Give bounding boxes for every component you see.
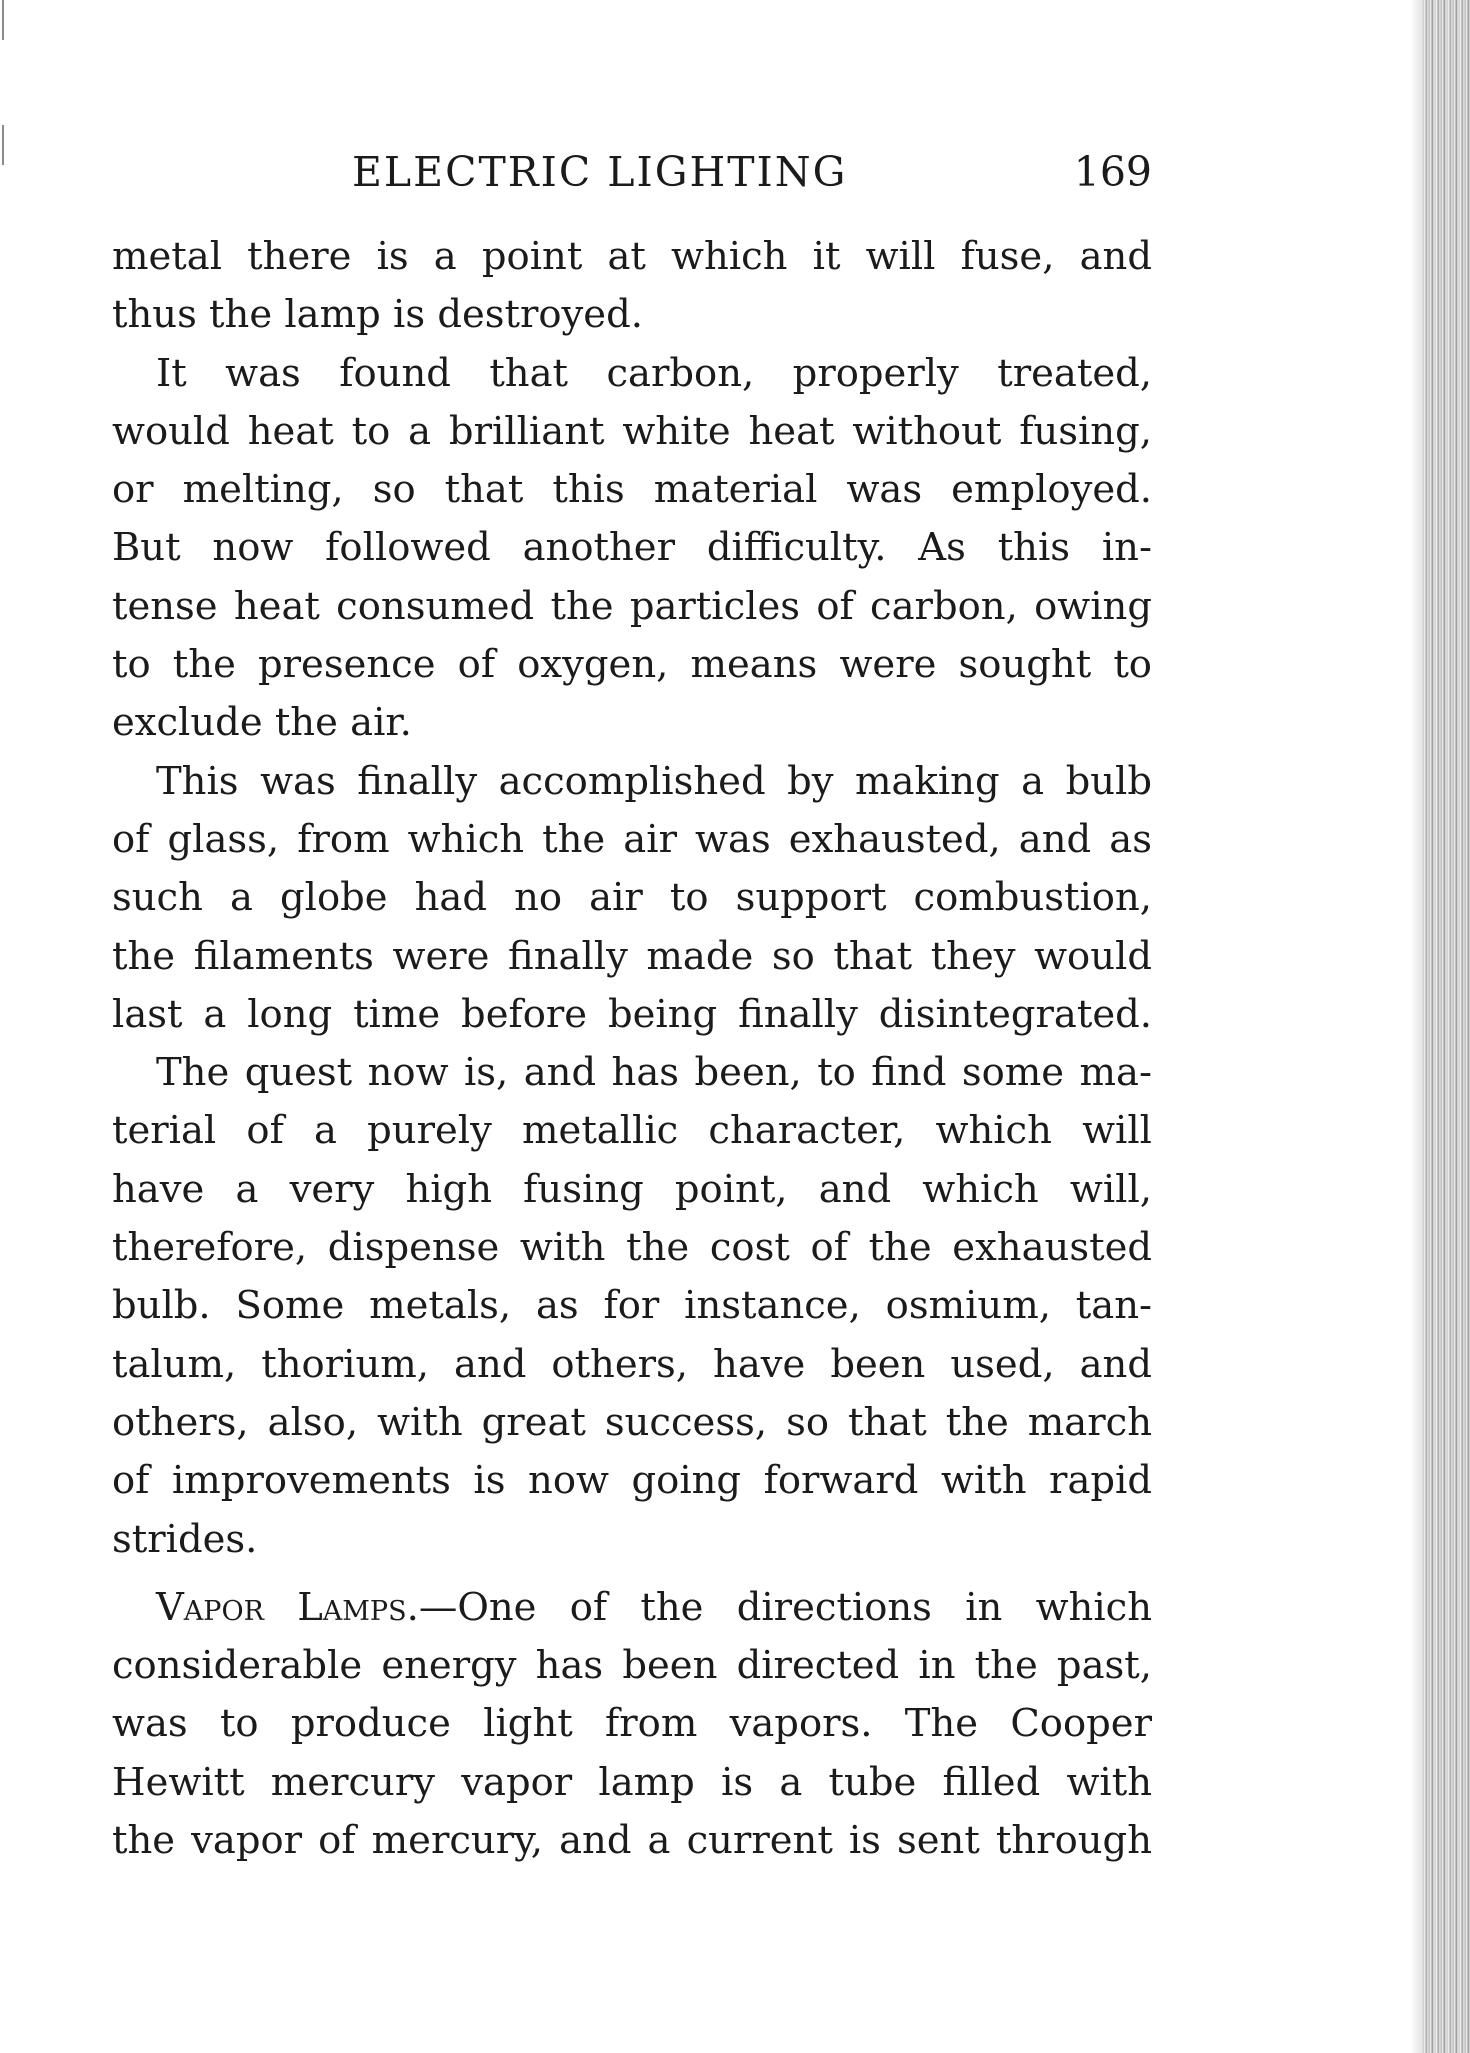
running-title: ELECTRIC LIGHTING	[352, 148, 848, 196]
body-text	[112, 228, 1152, 1870]
text-line: have a very high fusing point, and which will,	[112, 1166, 1152, 1212]
text-line: others, also, with great success, so that the march	[112, 1399, 1152, 1445]
page-header	[112, 148, 1152, 208]
text-line: talum, thorium, and others, have been used, and	[112, 1341, 1152, 1387]
scan-edge-mark	[2, 0, 4, 40]
scan-edge-mark	[2, 125, 4, 165]
text-line: the filaments were finally made so that they would	[112, 933, 1152, 979]
text-line: considerable energy has been directed in the past,	[112, 1643, 1152, 1689]
text-line: exclude the air.	[112, 700, 412, 746]
binding-shadow	[1410, 0, 1422, 2053]
text-line: of improvements is now going forward with rapid	[112, 1458, 1152, 1504]
text-line: therefore, dispense with the cost of the exhausted	[112, 1225, 1152, 1271]
page-number: 169	[1073, 148, 1152, 196]
section-heading: Vapor Lamps.	[156, 1584, 419, 1630]
text-line: metal there is a point at which it will fuse, and	[112, 234, 1152, 279]
text-line: the vapor of mercury, and a current is sent through	[112, 1818, 1152, 1864]
text-line: or melting, so that this material was employed.	[112, 467, 1152, 513]
text-line: tense heat consumed the particles of carbon, owing	[112, 583, 1152, 629]
text-line: terial of a purely metallic character, which will	[112, 1108, 1152, 1154]
text-line: The quest now is, and has been, to find some ma-	[156, 1050, 1152, 1096]
text-line: strides.	[112, 1516, 258, 1562]
text-line: of glass, from which the air was exhausted, and as	[112, 816, 1152, 862]
text-line: Hewitt mercury vapor lamp is a tube filled with	[112, 1759, 1152, 1805]
section-first-line-text: —One of the directions in which	[418, 1584, 1152, 1630]
text-line: last a long time before being finally disintegrated.	[112, 991, 1152, 1037]
text-line: was to produce light from vapors. The Cooper	[112, 1701, 1152, 1747]
text-line: It was found that carbon, properly treated,	[156, 350, 1152, 396]
text-line: bulb. Some metals, as for instance, osmium, tan-	[112, 1283, 1152, 1329]
text-line: would heat to a brilliant white heat without fusing,	[112, 408, 1152, 454]
binding-gutter	[1422, 0, 1470, 2053]
text-line: to the presence of oxygen, means were sought to	[112, 642, 1152, 688]
text-line: This was finally accomplished by making a bulb	[156, 758, 1152, 804]
text-line: thus the lamp is destroyed.	[112, 292, 643, 338]
text-line: But now followed another difficulty. As this in-	[112, 525, 1152, 571]
section-first-line	[112, 1579, 1152, 1637]
text-line: such a globe had no air to support combustion,	[112, 875, 1152, 921]
